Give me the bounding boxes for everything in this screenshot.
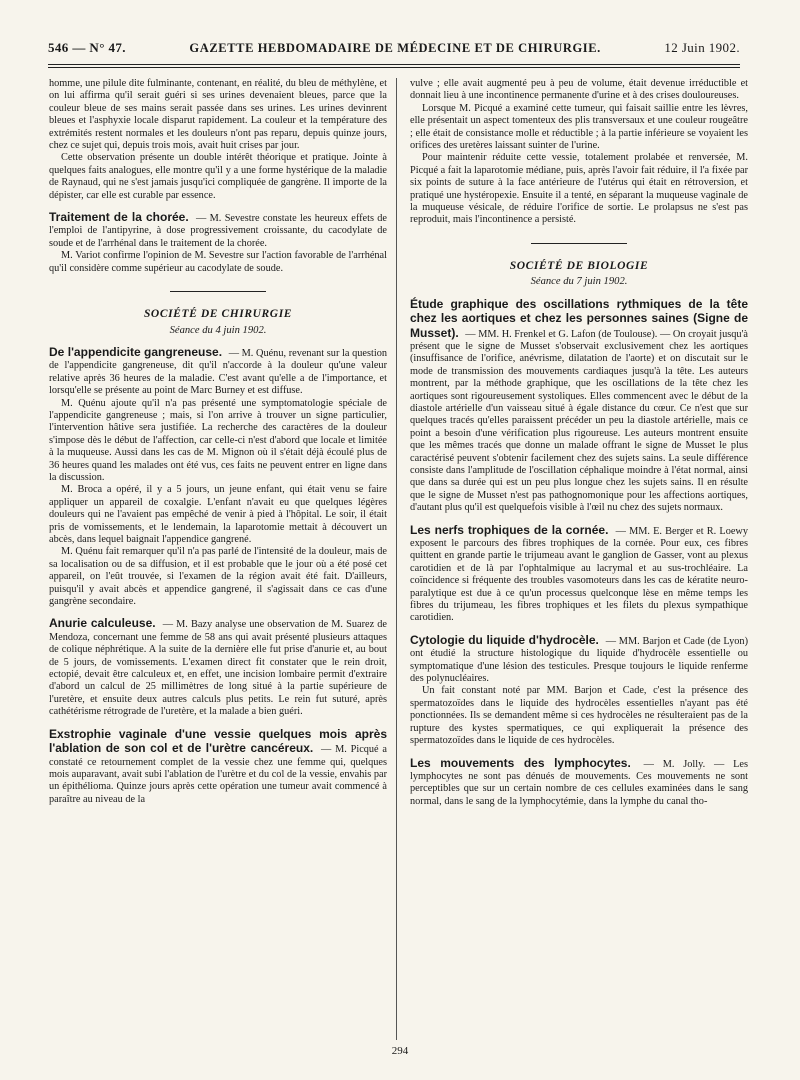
header-rule	[48, 64, 740, 68]
section-separator	[531, 243, 627, 244]
article-text: — M. Bazy analyse une observation de M. Suarez de Mendoza, concernant une femme de 58 ans qui avait présenté plusieurs attaques de colique néphrétique. A la suite de la dernière elle fut prise d'anurie et, au bout de 5 jours, de vomissements. L'examen direct fit constater que le rein droit, ectopié, devait être calculeux et, en effet, une incision lombaire permit d'extraire d'abord un calcul de 25 millimètres de long situé à la partie supérieure de l'uretère, et ensuite deux autres calculs plus petits. Le rein fut suturé, après cathétérisme rétrograde de l'uretère, et la malade a bien guéri.	[49, 619, 387, 718]
article-title: Les nerfs trophiques de la cornée.	[410, 522, 609, 537]
article-cytologie	[410, 634, 748, 686]
issue-number: N° 47.	[89, 40, 126, 55]
left-column	[49, 78, 387, 1040]
article-title: Cytologie du liquide d'hydrocèle.	[410, 632, 599, 647]
article-title: Anurie calculeuse.	[49, 616, 156, 631]
article-text: — M. Jolly. — Les lymphocytes ne sont pas dénués de mouvements. Ces mouvements ne sont perceptibles que sur un certain nombre de ces cellules examinées dans le sang normal, dans le sang de la lymphocytémie, dans la lymphe du canal tho-	[410, 758, 748, 807]
article-exstrophie	[49, 728, 387, 806]
article-appendicite	[49, 346, 387, 398]
section-heading: SOCIÉTÉ DE CHIRURGIE	[143, 308, 293, 321]
session-date: Séance du 7 juin 1902.	[530, 276, 628, 288]
article-text: — MM. Barjon et Cade (de Lyon) ont étudié la structure histologique du liquide d'hydrocèle essentielle ou symptomatique d'une lésion des testicules. Presque toujours le liquide renferme des polynucléaires.	[410, 635, 748, 685]
article-etude-graphique	[410, 298, 748, 515]
page-number-issue: 546 — N° 47.	[48, 40, 126, 55]
article-title: De l'appendicite gangreneuse.	[49, 344, 223, 359]
issue-date: 12 Juin 1902.	[664, 40, 740, 55]
paragraph: vulve ; elle avait augmenté peu à peu de volume, était devenue irréductible et donnait lieu à une incontinence permanente d'urine et à des crises douloureuses.	[410, 78, 748, 102]
section-heading: SOCIÉTÉ DE BIOLOGIE	[509, 259, 649, 272]
session-date: Séance du 4 juin 1902.	[169, 324, 267, 336]
article-lymphocytes	[410, 757, 748, 809]
running-header	[48, 40, 740, 60]
paragraph: Pour maintenir réduite cette vessie, totalement prolabée et renversée, M. Picqué a fait la laparotomie médiane, puis, après l'avoir fait réduire, il l'a fixée par six points de suture à la face antérieure de l'utérus qui était en rétroversion, et pratiqué une hystéropexie. Ensuite il a tenté, en séparant la muqueuse vaginale de la muqueuse vésicale, de réduire l'orifice de sortie. Le prolapsus ne s'est pas reproduit, mais l'incontinence a persisté.	[410, 152, 748, 226]
article-nerfs-trophiques	[410, 524, 748, 625]
article-text: — MM. H. Frenkel et G. Lafon (de Toulouse). — On croyait jusqu'à présent que le signe de Musset s'observait exclusivement chez les aortiques (insuffisance de l'orifice, anévrisme, dilatation de l'aorte) et on discutait sur le mode de transmission des mouvements cardiaques jusqu'à la tête. Les auteurs montrent, par la méthode graphique, que les oscillations de la tête chez les aortiques sont rigoureusement systoliques. Elles commencent avec le début de la diastole artérielle d'un vaisseau situé à égale distance du cœur. Ce n'est que sur quelques tracés qu'elles paraissent précéder un peu la diastole artérielle, mais ce point a besoin d'une vérification plus rigoureuse. Les auteurs montrent ensuite que les mêmes tracés que donne un malade offrant le signe de Musset le plus caractérisé peuvent s'obtenir facilement chez des sujets sains. La seule différence consiste dans l'amplitude de l'oscillation céphalique moindre à l'état normal, ainsi que dans sa durée qui est un peu plus longue chez les sujets sains. Il en résulte que le signe de Musset n'est pas pathognomonique pour les affections aortiques, d'autant plus qu'il est quelquefois visible à l'œil nu chez des sujets normaux.	[410, 328, 748, 514]
article-text: — M. Sevestre constate les heureux effets de l'emploi de l'antipyrine, à dose progressivement croissante, du cacodylate de soude et de l'arrhénal dans le traitement de la chorée.	[49, 213, 387, 249]
paragraph: Un fait constant noté par MM. Barjon et Cade, c'est la présence des spermatozoïdes dans le liquide des hydrocèles essentielles n'ayant pas été ponctionnées. Ils se demandent même si ces hydrocèles ne résulteraient pas de la rupture des kystes spermatiques, ce qui expliquerait la présence des spermatozoïdes dans le liquide de ces hydrocèles.	[410, 685, 748, 747]
right-column	[410, 78, 748, 1040]
page-number: 546	[48, 40, 69, 55]
paragraph: M. Broca a opéré, il y a 5 jours, un jeune enfant, qui était venu se faire appliquer un appareil de coxalgie. L'enfant n'avait eu que quelques légères douleurs qui ne l'avaient pas empêché de venir à pied à l'hôpital. Le soir, il était pris de vomissements, et le lendemain, la laparotomie mettait à découvert un abcès, dans lequel baignait l'appendice gangrené.	[49, 484, 387, 545]
article-chorea	[49, 211, 387, 250]
article-text: — M. Picqué a constaté ce retournement complet de la vessie chez une femme qui, quelques mois auparavant, avait subi l'ablation de l'urètre et du col de la vessie, envahis par un épithélioma. Quinze jours après cette opération une tumeur avait commencé à paraître au niveau de la	[49, 744, 387, 805]
paragraph: Cette observation présente un double intérêt théorique et pratique. Jointe à quelques faits analogues, elle montre qu'il y a une forme hystérique de la maladie de Raynaud, qui ne s'est jamais jusqu'ici compliquée de gangrène. Il importe de la dépister, car elle est curable par essence.	[49, 152, 387, 201]
paragraph: M. Variot confirme l'opinion de M. Sevestre sur l'action favorable de l'arrhénal qu'il considère comme supérieur au cacodylate de soude.	[49, 250, 387, 274]
article-title: Étude graphique des oscillations rythmiques de la tête chez les aortiques et chez les personnes saines (Signe de Musset).	[410, 296, 748, 340]
column-divider	[396, 78, 397, 1040]
article-text: — M. Quénu, revenant sur la question de l'appendicite gangreneuse, dit qu'il n'accorde à la douleur qu'une valeur relative après 36 heures de la maladie. C'est avant qu'elle a de l'importance, et lorsqu'elle se présente au point de Marc Burney et est diffuse.	[49, 347, 387, 397]
paragraph: Lorsque M. Picqué a examiné cette tumeur, qui faisait saillie entre les lèvres, elle présentait un aspect tomenteux des plis transversaux et une couleur rougeâtre ; elle était de consistance molle et réductible ; à la partie inférieure se voyaient les orifices des uretères laissant suinter de l'urine.	[410, 102, 748, 152]
paragraph: M. Quénu ajoute qu'il n'a pas présenté une symptomatologie spéciale de l'appendicite gangreneuse ; mais, si l'on arrive à trouver un signe particulier, l'intervention hâtive sera justifiée. La recherche des caractères de la douleur s'impose dès le début de l'affection, car celle-ci n'est d'abord que locale et limitée à la muqueuse. Aussi dans les cas de M. Mignon où il s'était déjà écoulé plus de 36 heures quand les malades ont été vus, ces faits ne peuvent entrer en ligne dans la discussion.	[49, 397, 387, 483]
journal-title: GAZETTE HEBDOMADAIRE DE MÉDECINE ET DE CHIRURGIE.	[189, 41, 601, 55]
paragraph: M. Quénu fait remarquer qu'il n'a pas parlé de l'intensité de la douleur, mais de sa localisation ou de sa diffusion, et il est probable que le jour où a été posé cet appareil, on l'eût trouvée, si l'examen de la région avait été fait. D'ailleurs, puisqu'il y avait abcès et appendice gangrené, il s'agissait dans ce cas d'une gangrène secondaire.	[49, 546, 387, 608]
paragraph: homme, une pilule dite fulminante, contenant, en réalité, du bleu de méthylène, et on lui affirma qu'il serait guéri si ses urines devenaient bleues, parce que la couleur bleue de ses mains serait passée dans ses urines. Les urines devinrent bleues et l'asphyxie locale disparut rapidement. La couleur et la température des extrémités restent normales et les douleurs n'ont pas reparu, depuis quinze jours, chez ce sujet qui, depuis trois mois, avait huit crises par jour.	[49, 78, 387, 152]
article-anurie	[49, 617, 387, 718]
article-text: — MM. E. Berger et R. Loewy exposent le parcours des fibres trophiques de la cornée. Pour eux, ces fibres quittent en grande partie le trijumeau avant le ganglion de Gasser, vont au plexus carotidien et de là par l'ophtalmique au lacrymal et au sus-trochléaire. La coïncidence si fréquente des troubles vasomoteurs dans les cas de kératite neuro-paralytique est due à ce qu'un processus quelconque lèse en même temps les fibres du trijumeau, les fibres trophiques et les filets du plexus sympathique carotidien.	[410, 525, 748, 624]
article-title: Exstrophie vaginale d'une vessie quelques mois après l'ablation de son col et de l'urètre cancéreux.	[49, 726, 387, 756]
folio-number: 294	[391, 1045, 409, 1057]
section-separator	[170, 291, 266, 292]
article-title: Les mouvements des lymphocytes.	[410, 755, 631, 770]
article-title: Traitement de la chorée.	[49, 210, 189, 225]
